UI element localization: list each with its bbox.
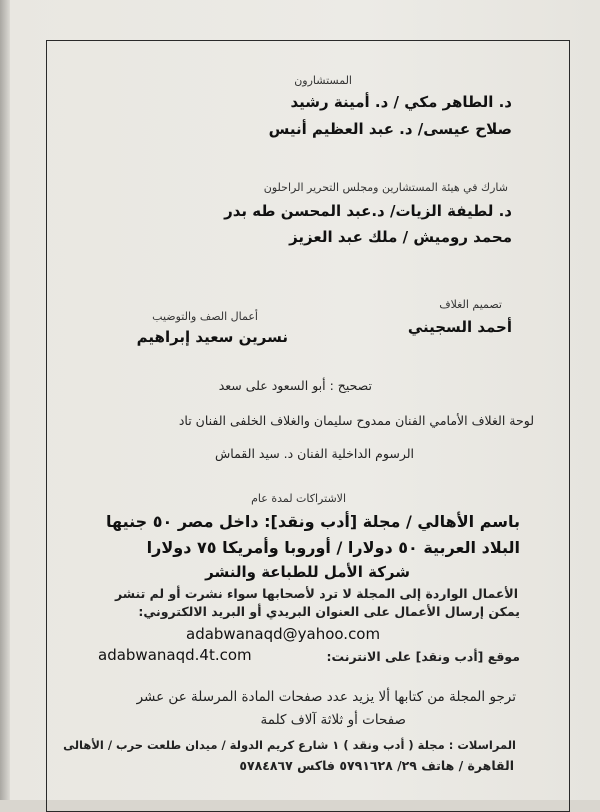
- cover-designer-name: أحمد السجيني: [407, 318, 512, 336]
- notice-line-1: الأعمال الواردة إلى المجلة لا ترد لأصحابها سواء نشرت أو لم تنشر: [114, 586, 518, 601]
- proofreading-credit: تصحيح : أبو السعود على سعد: [218, 378, 372, 393]
- late-members-line-1: د. لطيفة الزيات/ د.عبد المحسن طه بدر: [224, 202, 512, 220]
- submission-request-line-2: صفحات أو ثلاثة آلاف كلمة: [260, 712, 406, 728]
- advisors-line-2: صلاح عيسى/ د. عبد العظيم أنيس: [268, 120, 512, 138]
- cover-art-credit: لوحة الغلاف الأمامي الفنان ممدوح سليمان والغلاف الخلفى الفنان تاد: [178, 413, 534, 428]
- website-address: adabwanaqd.4t.com: [98, 646, 252, 664]
- advisors-label: المستشارون: [294, 74, 352, 87]
- subscriptions-line-1: باسم الأهالي / مجلة [أدب ونقد]: داخل مصر ٥٠ جنيها: [106, 512, 520, 531]
- email-address: adabwanaqd@yahoo.com: [186, 625, 381, 643]
- cover-design-label: تصميم الغلاف: [439, 298, 502, 311]
- correspondence-line-1: المراسلات : مجلة ( أدب ونقد ) ١ شارع كريم الدولة / ميدان طلعت حرب / الأهالى: [63, 738, 516, 752]
- printer-name: شركة الأمل للطباعة والنشر: [205, 563, 410, 581]
- typesetting-label: أعمال الصف والتوضيب: [152, 310, 258, 323]
- typesetter-name: نسرين سعيد إبراهيم: [136, 328, 288, 346]
- subscriptions-label: الاشتراكات لمدة عام: [251, 492, 346, 505]
- correspondence-line-2: القاهرة / هاتف ٢٩/ ٥٧٩١٦٢٨ فاكس ٥٧٨٤٨٦٧: [239, 758, 514, 773]
- inner-drawings-credit: الرسوم الداخلية الفنان د. سيد القماش: [215, 446, 414, 461]
- late-members-line-2: محمد روميش / ملك عبد العزيز: [289, 228, 512, 246]
- notice-line-2: يمكن إرسال الأعمال على العنوان البريدي أو البريد الالكتروني:: [138, 604, 520, 619]
- subscriptions-line-2: البلاد العربية ٥٠ دولارا / أوروبا وأمريكا ٧٥ دولارا: [146, 538, 520, 557]
- page-spine-shadow: [0, 0, 10, 800]
- website-label: موقع [أدب ونقد] على الانترنت:: [326, 649, 520, 664]
- late-members-label: شارك في هيئة المستشارين ومجلس التحرير الراحلون: [263, 181, 508, 194]
- advisors-line-1: د. الطاهر مكي / د. أمينة رشيد: [290, 93, 512, 111]
- submission-request-line-1: ترجو المجلة من كتابها ألا يزيد عدد صفحات المادة المرسلة عن عشر: [136, 689, 516, 705]
